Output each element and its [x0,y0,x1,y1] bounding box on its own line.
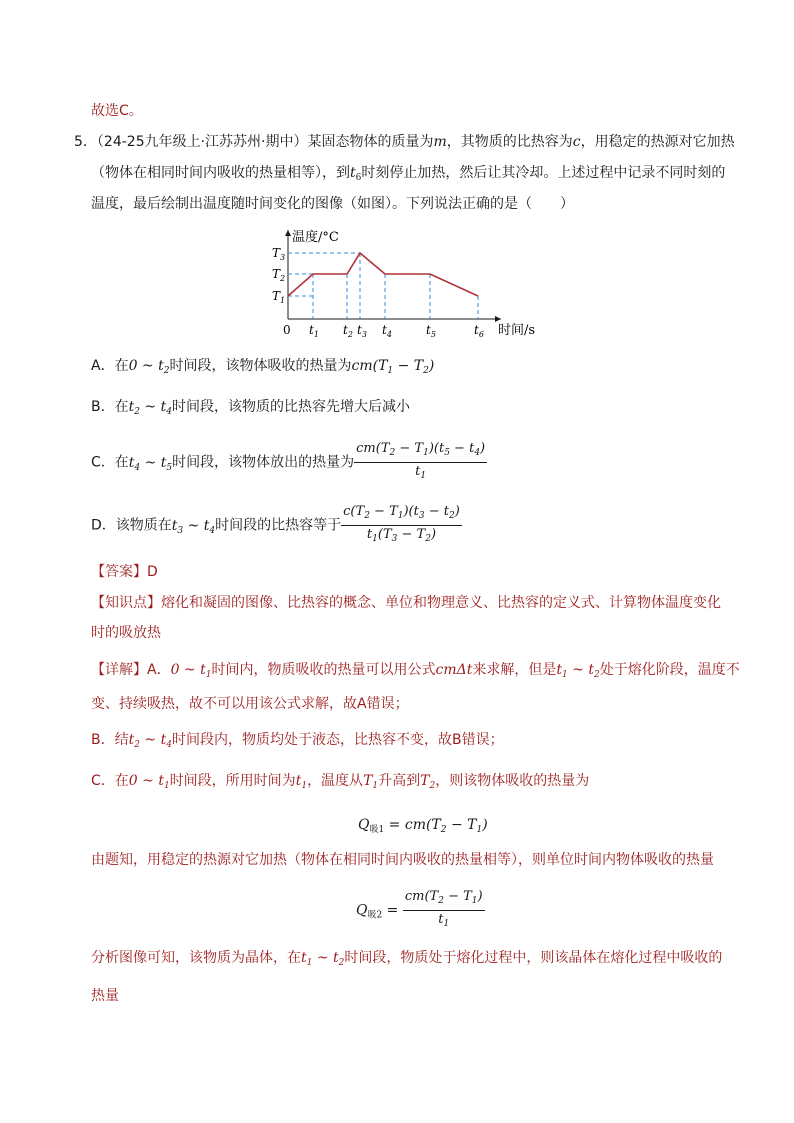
math-range: $t_4$ ~ $t_5$ [128,454,173,473]
math-range: $t_1$ ~ $t_2$ [556,662,600,680]
tick-t2: $t_2$ [343,323,353,339]
answer-label: 【答案】 [91,564,147,580]
option-c-label: C．在 [91,454,129,471]
tick-t5: $t_5$ [426,323,436,339]
detail-text: C．在 [91,773,129,789]
option-b [91,397,410,422]
formula-q1: $Q_{吸1} = cm(T_2 - T_1)$ [358,817,488,835]
knowledge-text: 熔化和凝固的图像、比热容的概念、单位和物理意义、比热容的定义式、计算物体温度变化 [161,595,721,611]
x-axis-label: 时间/s [498,323,536,338]
detail-text: 分析图像可知，该物质为晶体，在 [91,950,301,966]
math-range: 0 ~ $t_1$ [128,773,170,791]
option-b-text: 时间段，该物质的比热容先增大后减小 [171,399,410,415]
question-5-line-2 [91,163,725,188]
tick-t1: $t_1$ [309,323,319,339]
math-expr: $cm(T_1 - T_2)$ [351,358,435,376]
question-5-line-1 [74,132,735,152]
option-a-text: 时间段，该物体吸收的热量为 [169,358,352,374]
detail-line-5: 由题知，用稳定的热源对它加热（物体在相同时间内吸收的热量相等），则单位时间内物体吸收的热量 [91,852,714,868]
detail-text: ，则该物体吸收的热量为 [435,773,590,789]
detail-text: 来求解，但是 [472,662,557,678]
knowledge-label: 【知识点】 [91,595,161,611]
tick-T3: $T_3$ [272,246,286,262]
previous-answer-text: 故选C。 [91,103,143,119]
answer-line [91,562,158,582]
option-d-label: D．该物质在 [91,517,172,534]
question-5-line-3: 温度，最后绘制出温度随时间变化的图像（如图）。下列说法正确的是（ ） [91,196,574,212]
tick-T2: $T_2$ [272,267,286,283]
math-range: 0 ~ $t_2$ [128,358,170,376]
y-tick-labels [272,246,285,305]
math-range: $t_1$ ~ $t_2$ [301,950,345,968]
knowledge-line-2: 时的吸放热 [91,625,161,641]
tick-t6: $t_6$ [474,323,484,339]
formula-q2: $Q_{吸2}$ = $\frac{cm(T_2 - T_1)}{t_1}$ [356,888,485,933]
x-tick-labels [309,323,484,339]
detail-text: 时间段，所用时间为 [169,773,296,789]
var-m: m [433,134,447,150]
detail-text: 时间段内，物质均处于液态，比热容不变，故B错误； [171,732,504,748]
tick-t3: $t_3$ [357,323,367,339]
detail-text: 时间内，物质吸收的热量可以用公式 [211,662,436,678]
var-t1: $t_1$ [295,773,308,791]
detail-label: 【详解】 [91,662,147,678]
math-formula: cmΔt [435,662,473,678]
math-range: $t_2$ ~ $t_4$ [128,732,172,750]
y-axis-label: 温度/°C [292,230,339,245]
detail-text: ，温度从 [307,773,364,789]
detail-text: 时间段，物质处于熔化过程中，则该晶体在熔化过程中吸收的 [344,950,723,966]
answer-value: D [147,564,158,580]
math-range: $t_2$ ~ $t_4$ [128,399,172,417]
question-text: ，用稳定的热源对它加热 [580,134,735,150]
option-c [91,440,487,485]
var-T2: $T_2$ [420,773,436,791]
detail-line-6 [91,948,722,973]
detail-line-4 [91,771,589,796]
detail-line-3 [91,730,504,755]
tick-t4: $t_4$ [382,323,392,339]
question-text: 时刻停止加热，然后让其冷却。上述过程中记录不同时刻的 [361,165,726,181]
question-source: （24-25九年级上·江苏苏州·期中） [96,134,308,150]
var-t: t [350,165,356,181]
var-c: c [572,134,581,150]
fraction: $\frac{cm(T_2 - T_1)}{t_1}$ [404,889,483,929]
question-number: 5． [74,134,97,150]
option-d [91,503,462,548]
option-d-text: 时间段的比热容等于 [215,517,342,534]
detail-text: 处于熔化阶段，温度不 [599,662,740,678]
guide-lines [288,253,478,319]
detail-line-2: 变、持续吸热，故不可以用该公式求解，故A错误； [91,696,409,712]
detail-line-7: 热量 [91,988,119,1004]
detail-text: B．结 [91,732,129,748]
knowledge-line-1 [91,593,721,613]
var-T1: $T_1$ [363,773,379,791]
question-text: （物体在相同时间内吸收的热量相等），到 [91,165,350,181]
math-range: $t_3$ ~ $t_4$ [171,517,216,536]
question-text: ，其物质的比热容为 [446,134,573,150]
option-a-label: A．在 [91,358,129,374]
fraction: $\frac{c(T_2 - T_1)(t_3 - t_2)}{t_1(T_3 - T_2)}$ [343,504,460,544]
option-a [91,356,434,381]
detail-text: A． [147,662,171,678]
option-c-text: 时间段，该物体放出的热量为 [172,454,355,471]
question-text: 某固态物体的质量为 [307,134,434,150]
temperature-curve [288,253,478,296]
option-b-label: B．在 [91,399,129,415]
temperature-time-chart [268,224,558,340]
origin-label: 0 [283,323,291,337]
detail-text: 升高到 [378,773,421,789]
fraction: $\frac{cm(T_2 - T_1)(t_5 - t_4)}{t_1}$ [356,441,486,481]
tick-T1: $T_1$ [272,289,286,305]
var-sub: 6 [355,173,362,183]
detail-line-1 [91,660,740,685]
math-range: 0 ~ $t_1$ [170,662,212,680]
